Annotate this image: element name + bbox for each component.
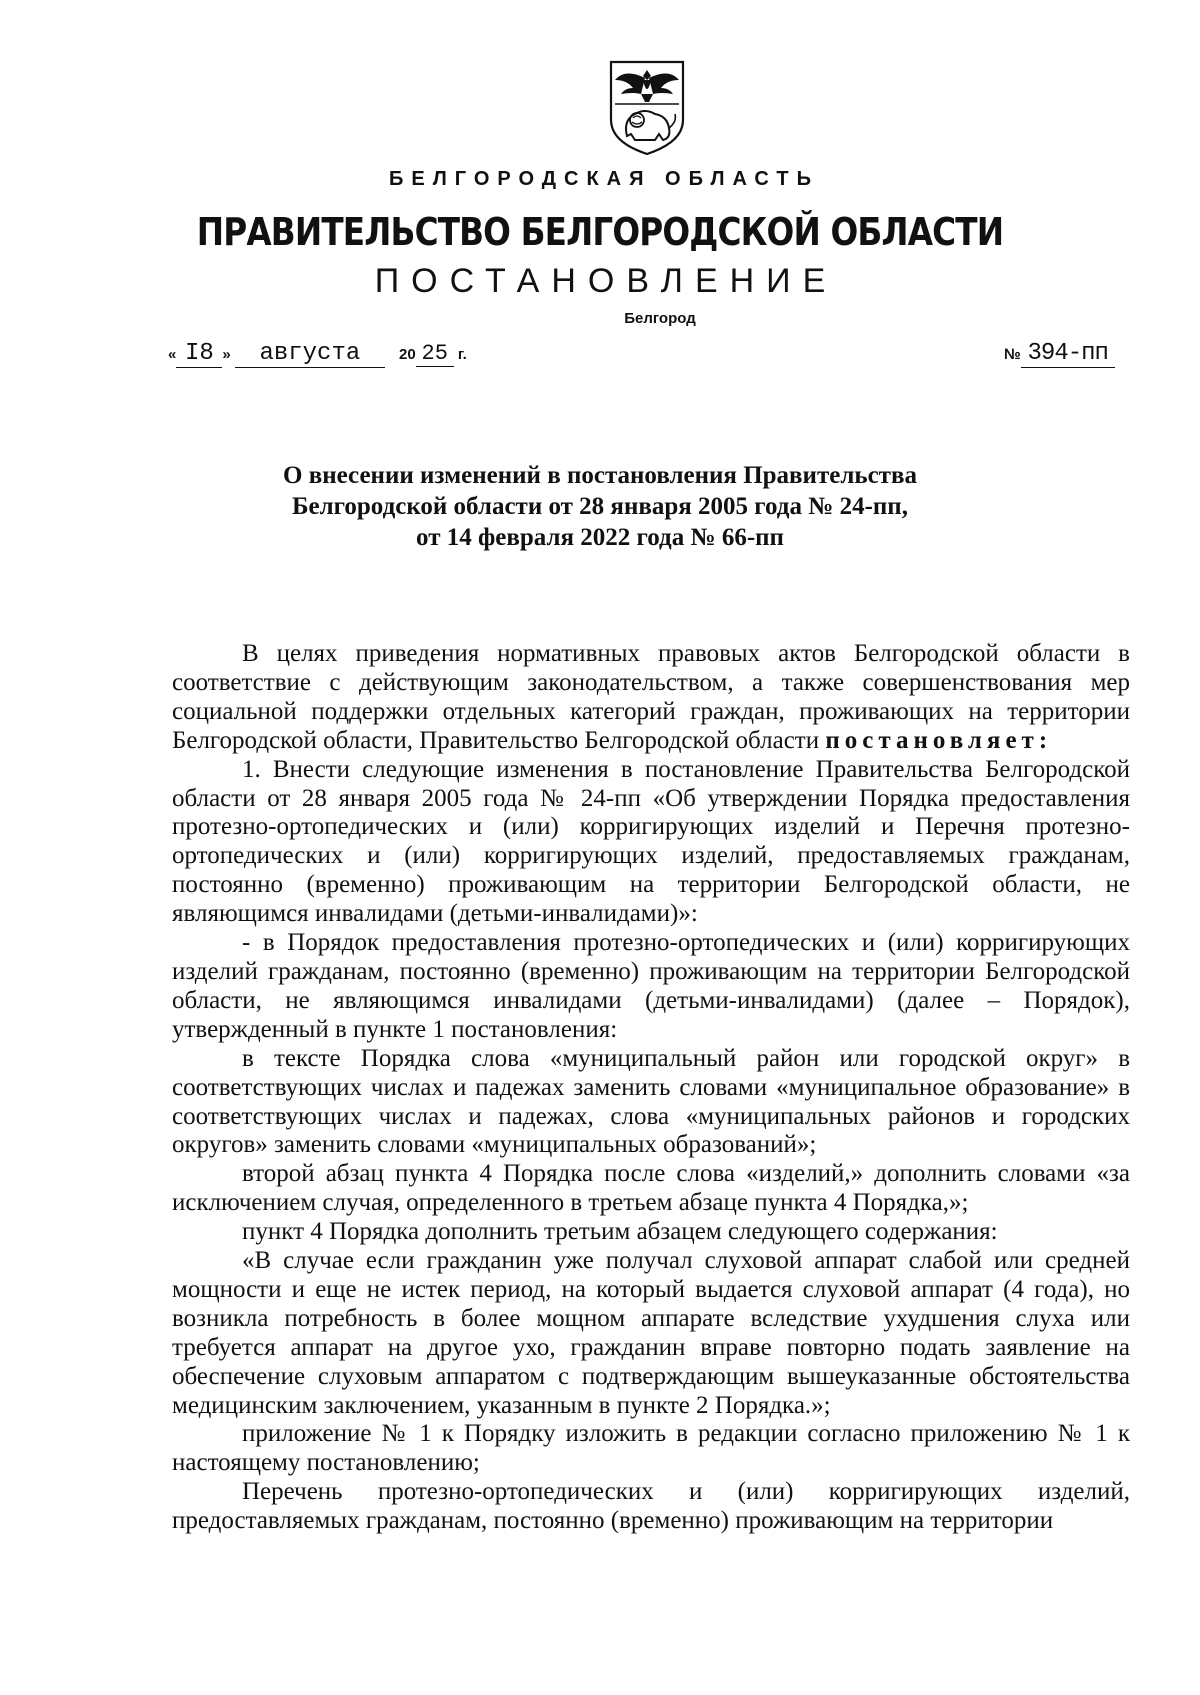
date-open-quote: «	[168, 346, 177, 363]
date-year-suffix: 25	[416, 341, 454, 367]
paragraph-text: В целях приведения нормативных правовых актов Белгородской области в соответствие с действующим законодательством, а также совершенствования мер социальной поддержки отдельных категорий граждан, проживающих на территории Белгородской области, Правительство Белгородской области	[172, 640, 1130, 754]
paragraph: второй абзац пункта 4 Порядка после слова «изделий,» дополнить словами «за исключением случая, определенного в третьем абзаце пункта 4 Порядка,»;	[172, 1160, 1130, 1217]
paragraph: «В случае если гражданин уже получал слуховой аппарат слабой или средней мощности и еще не истек период, на который выдается слуховой аппарат (4 года), но возникла потребность в более мощном аппарате вследствие ухудшения слуха или требуется аппарат на другое ухо, гражданин вправе повторно подать заявление на обеспечение слуховым аппаратом с подтверждающим вышеуказанные обстоятельства медицинским заключением, указанным в пункте 2 Порядка.»;	[172, 1247, 1130, 1419]
document-body	[172, 640, 1130, 1536]
title-line: от 14 февраля 2022 года № 66-пп	[416, 524, 784, 551]
paragraph: приложение № 1 к Порядку изложить в редакции согласно приложению № 1 к настоящему постановлению;	[172, 1420, 1130, 1477]
paragraph: 1. Внести следующие изменения в постановление Правительства Белгородской области от 28 января 2005 года № 24-пп «Об утверждении Порядка предоставления протезно-ортопедических и (или) корригирующих изделий и Перечня протезно-ортопедических и (или) корригирующих изделий, предоставляемых гражданам, постоянно (временно) проживающим на территории Белгородской области, не являющимся инвалидами (детьми-инвалидами)»:	[172, 755, 1130, 928]
date-day: I8	[176, 340, 222, 368]
document-number	[1004, 340, 1115, 368]
document-date	[168, 340, 467, 368]
title-line: Белгородской области от 28 января 2005 года № 24-пп,	[292, 493, 908, 520]
coat-of-arms-icon	[605, 58, 689, 158]
government-name: ПРАВИТЕЛЬСТВО БЕЛГОРОДСКОЙ ОБЛАСТИ	[196, 210, 1004, 254]
date-year-abbr: г.	[457, 346, 467, 363]
paragraph: пункт 4 Порядка дополнить третьим абзацем следующего содержания:	[242, 1218, 998, 1246]
document-type: ПОСТАНОВЛЕНИЕ	[374, 262, 838, 300]
date-year-prefix: 20	[399, 346, 416, 363]
city-name: Белгород	[624, 310, 696, 327]
paragraph: - в Порядок предоставления протезно-ортопедических и (или) корригирующих изделий гражданам, постоянно (временно) проживающим на территории Белгородской области, не являющимся инвалидами (детьми-инвалидами) (далее – Порядок), утвержденный в пункте 1 постановления:	[172, 929, 1130, 1043]
resolution-keyword: постановляет:	[825, 726, 1053, 754]
document-title	[0, 460, 1200, 553]
paragraph	[172, 640, 1130, 756]
date-close-quote: »	[222, 346, 231, 363]
date-month: августа	[235, 340, 385, 368]
number-prefix: №	[1004, 346, 1021, 363]
region-name: БЕЛГОРОДСКАЯ ОБЛАСТЬ	[389, 168, 819, 190]
paragraph: в тексте Порядка слова «муниципальный район или городской округ» в соответствующих числах и падежах заменить словами «муниципальное образование» в соответствующих числах и падежах, слова «муниципальных районов и городских округов» заменить словами «муниципальных образований»;	[172, 1044, 1130, 1159]
title-line: О внесении изменений в постановления Правительства	[283, 462, 917, 489]
number-value: 394-пп	[1021, 340, 1115, 368]
paragraph: Перечень протезно-ортопедических и (или) корригирующих изделий, предоставляемых гражданам, постоянно (временно) проживающим на территории	[172, 1478, 1130, 1535]
